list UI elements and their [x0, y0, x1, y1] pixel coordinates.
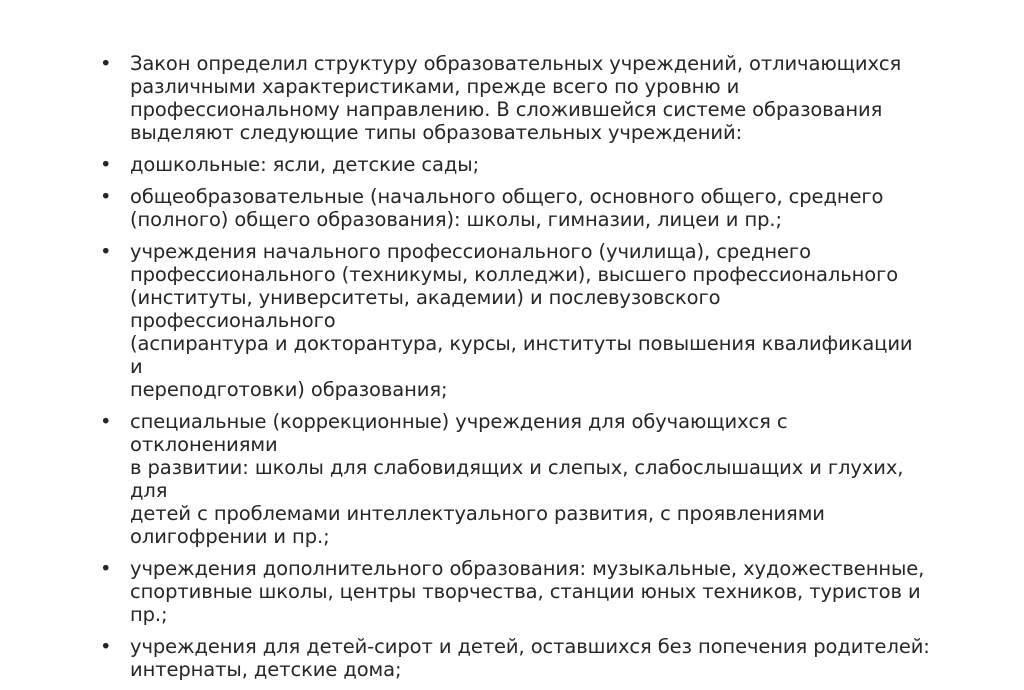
bullet-icon: • [100, 185, 112, 208]
list-item-text: дошкольные: ясли, детские сады; [130, 153, 480, 176]
list-item [100, 52, 930, 144]
list-item-text: специальные (коррекционные) учреждения для обучающихся с отклонениями в развитии: школы для слабовидящих и слепых, слабослышащих и глухих, для детей с проблемами интеллектуального развития, с проявлениями олигофрении и пр.; [130, 410, 904, 548]
list-item [100, 635, 930, 681]
list-item-text: учреждения для детей-сирот и детей, оставшихся без попечения родителей: интернаты, детские дома; [130, 635, 930, 681]
list-item-text: общеобразовательные (начального общего, основного общего, среднего (полного) общего образования): школы, гимназии, лицеи и пр.; [130, 185, 884, 231]
list-item-text: учреждения начального профессионального (училища), среднего профессионального (техникумы, колледжи), высшего профессионального (институты, университеты, академии) и послевузовского профессионального (аспирантура и докторантура, курсы, институты повышения квалификации и переподготовки) образования; [130, 240, 913, 401]
bullet-icon: • [100, 240, 112, 263]
bullet-icon: • [100, 557, 112, 580]
list-item [100, 410, 930, 548]
bullet-icon: • [100, 410, 112, 433]
list-item [100, 557, 930, 626]
bullet-icon: • [100, 635, 112, 658]
bullet-list [100, 52, 930, 690]
list-item-text: учреждения дополнительного образования: музыкальные, художественные, спортивные школы, центры творчества, станции юных техников, туристов и пр.; [130, 557, 925, 626]
list-item [100, 185, 930, 231]
bullet-icon: • [100, 153, 112, 176]
bullet-icon: • [100, 52, 112, 75]
list-item-text: Закон определил структуру образовательных учреждений, отличающихся различными характеристиками, прежде всего по уровню и профессиональному направлению. В сложившейся системе образования выделяют следующие типы образовательных учреждений: [130, 52, 902, 144]
list-item [100, 240, 930, 401]
list-item [100, 153, 930, 176]
